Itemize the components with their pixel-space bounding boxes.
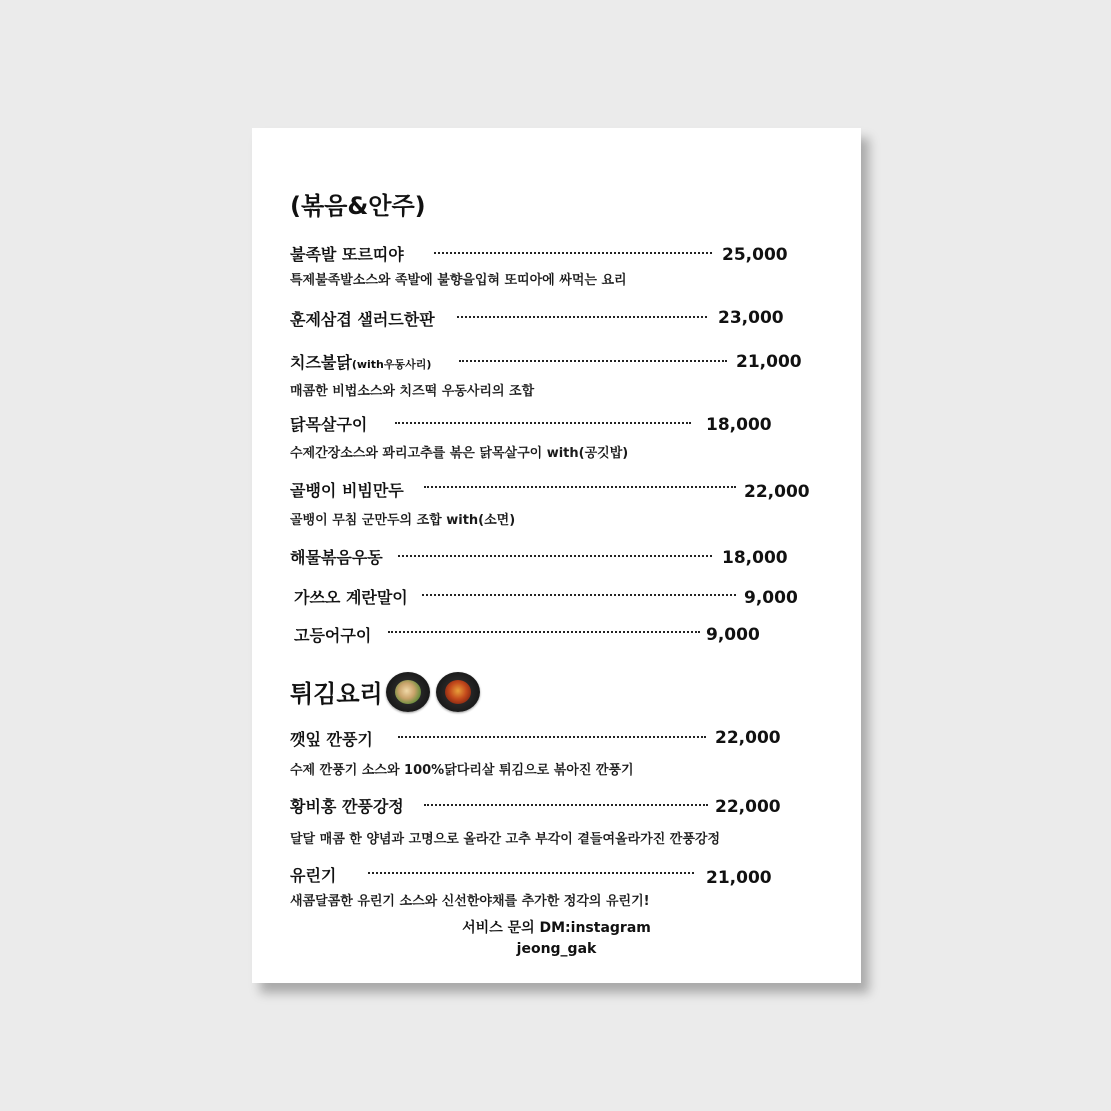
menu-item-price: 18,000	[706, 415, 772, 435]
menu-item-description: 특제불족발소스와 족발에 불향을입혀 또띠아에 싸먹는 요리	[290, 273, 627, 288]
fried-chicken-dish-icon	[436, 672, 480, 712]
footer-contact: 서비스 문의 DM:instagram	[462, 920, 651, 936]
dotted-leader	[398, 555, 712, 557]
dotted-leader	[434, 252, 712, 254]
menu-item-description: 달달 매콤 한 양념과 고명으로 올라간 고추 부각이 곁들여올라가진 깐풍강정	[290, 832, 721, 847]
dotted-leader	[424, 486, 736, 488]
menu-item-name: 불족발 또르띠야	[290, 245, 404, 264]
menu-item-name: 훈제삼겹 샐러드한판	[290, 310, 435, 329]
menu-item-name: 가쓰오 계란말이	[294, 588, 408, 607]
menu-item-price: 23,000	[718, 308, 784, 328]
menu-item-name: 고등어구이	[294, 626, 372, 645]
dotted-leader	[395, 422, 691, 424]
dotted-leader	[457, 316, 707, 318]
dotted-leader	[398, 736, 706, 738]
menu-item-price: 21,000	[706, 868, 772, 888]
dotted-leader	[424, 804, 708, 806]
salad-dish-icon	[386, 672, 430, 712]
menu-item-name-note: (with우동사리)	[351, 358, 432, 371]
menu-item-name: 깻잎 깐풍기	[290, 730, 373, 749]
menu-page	[252, 128, 861, 983]
menu-item-description: 수제 깐풍기 소스와 100%닭다리살 튀김으로 볶아진 깐풍기	[290, 763, 634, 778]
menu-item-price: 22,000	[744, 482, 810, 502]
section-title-fried: 튀김요리	[290, 680, 383, 708]
dotted-leader	[368, 872, 694, 874]
menu-item-price: 21,000	[736, 352, 802, 372]
dotted-leader	[388, 631, 700, 633]
menu-item-price: 18,000	[722, 548, 788, 568]
menu-item-price: 22,000	[715, 728, 781, 748]
menu-item-price: 22,000	[715, 797, 781, 817]
menu-item-description: 수제간장소스와 꽈리고추를 볶은 닭목살구이 with(공깃밥)	[290, 446, 629, 461]
footer-instagram-handle: jeong_gak	[516, 941, 597, 957]
menu-item-price: 25,000	[722, 245, 788, 265]
menu-item-name: 치즈불닭(with우동사리)	[290, 353, 432, 372]
menu-item-description: 골뱅이 무침 군만두의 조합 with(소면)	[290, 513, 516, 528]
menu-item-description: 새콤달콤한 유린기 소스와 신선한야채를 추가한 정각의 유린기!	[290, 894, 650, 909]
dotted-leader	[422, 594, 736, 596]
menu-item-name: 유린기	[290, 866, 337, 885]
menu-item-price: 9,000	[744, 588, 798, 608]
menu-item-name: 황비홍 깐풍강정	[290, 797, 404, 816]
menu-item-description: 매콤한 비법소스와 치즈떡 우동사리의 조합	[290, 384, 535, 399]
menu-item-name: 해물볶음우동	[290, 548, 383, 567]
menu-item-price: 9,000	[706, 625, 760, 645]
menu-item-name: 골뱅이 비빔만두	[290, 481, 404, 500]
dotted-leader	[459, 360, 727, 362]
menu-item-name: 닭목살구이	[290, 415, 368, 434]
section-title-stir-fry: (볶음&안주)	[290, 192, 426, 220]
